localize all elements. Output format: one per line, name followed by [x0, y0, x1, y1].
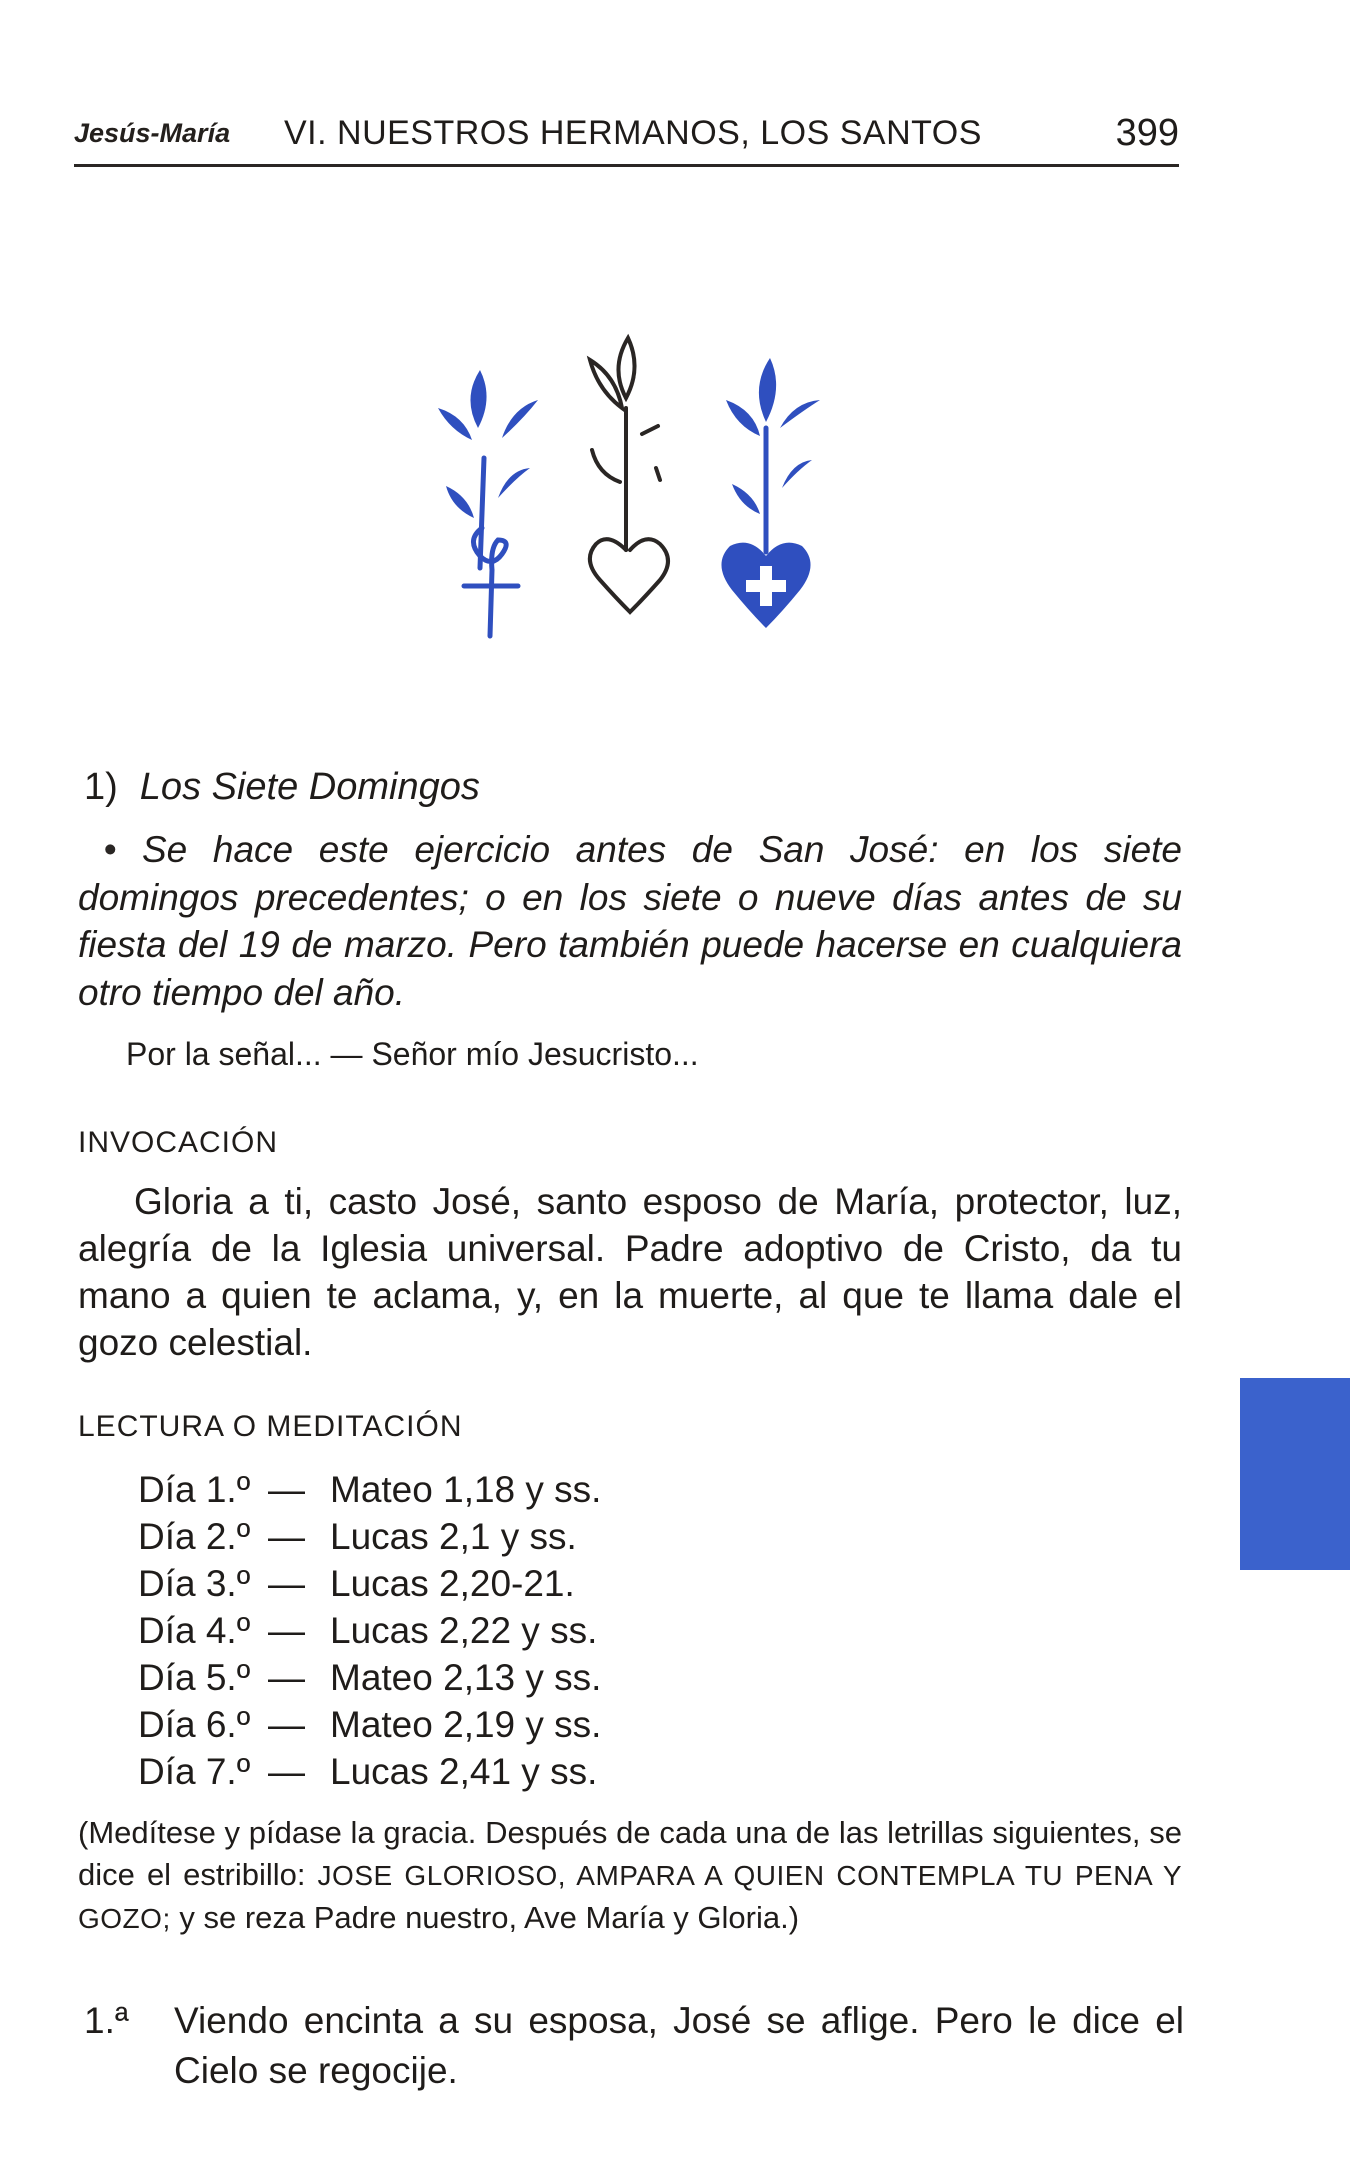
- reading-list: [138, 1466, 601, 1795]
- reading-item: [138, 1513, 601, 1560]
- reading-dash: —: [268, 1469, 305, 1510]
- rubric-part1: (Medítese y pídase la gracia. Después de cada una de las letrillas siguientes, se dice el estribillo:: [78, 1815, 1182, 1892]
- section-heading: [84, 766, 480, 809]
- rubric-part2: y se reza Padre nuestro, Ave María y Gloria.): [170, 1900, 800, 1935]
- thumb-index-tab: [1240, 1378, 1350, 1570]
- reading-day: Día 5.º: [138, 1657, 251, 1698]
- section-number: 1): [84, 766, 118, 808]
- opening-prayers: Por la señal... — Señor mío Jesucristo...: [126, 1036, 699, 1072]
- reading-item: [138, 1466, 601, 1513]
- rubric-note: [78, 1812, 1182, 1940]
- intro-paragraph: [78, 826, 1182, 1016]
- reading-ref: Lucas 2,22 y ss.: [330, 1610, 598, 1651]
- reading-item: [138, 1607, 601, 1654]
- invocation-text: Gloria a ti, casto José, santo esposo de María, protector, luz, alegría de la Iglesia universal. Padre adoptivo de Cristo, da tu mano a quien te aclama, y, en la muerte, al que te llama dale el gozo celestial.: [78, 1181, 1182, 1363]
- verse-number: 1.ª: [84, 2000, 129, 2041]
- reading-item: [138, 1560, 601, 1607]
- reading-day: Día 4.º: [138, 1610, 251, 1651]
- page-number: 399: [1115, 112, 1179, 154]
- reading-ref: Lucas 2,41 y ss.: [330, 1751, 598, 1792]
- reading-dash: —: [268, 1563, 305, 1604]
- chapter-title: VI. NUESTROS HERMANOS, LOS SANTOS: [284, 114, 982, 152]
- section-title: Los Siete Domingos: [139, 766, 480, 808]
- invocation-label: INVOCACIÓN: [78, 1126, 279, 1159]
- reading-dash: —: [268, 1704, 305, 1745]
- reading-item: [138, 1701, 601, 1748]
- verse-text: Viendo encinta a su esposa, José se aflige. Pero le dice el Cielo se regocije.: [174, 2000, 1184, 2091]
- reading-day: Día 1.º: [138, 1469, 251, 1510]
- reading-ref: Lucas 2,20-21.: [330, 1563, 575, 1604]
- three-plants-with-hearts-icon: [420, 318, 840, 648]
- reading-item: [138, 1654, 601, 1701]
- reading-dash: —: [268, 1516, 305, 1557]
- reading-day: Día 6.º: [138, 1704, 251, 1745]
- reading-ref: Lucas 2,1 y ss.: [330, 1516, 577, 1557]
- reading-day: Día 7.º: [138, 1751, 251, 1792]
- reading-dash: —: [268, 1751, 305, 1792]
- reading-ref: Mateo 2,19 y ss.: [330, 1704, 602, 1745]
- reading-ref: Mateo 2,13 y ss.: [330, 1657, 602, 1698]
- reading-item: [138, 1748, 601, 1795]
- rubric-refrain: JOSE GLORIOSO, AMPARA A QUIEN CONTEMPLA TU PENA Y GOZO;: [78, 1860, 1182, 1934]
- running-header: [74, 112, 1179, 167]
- reading-day: Día 3.º: [138, 1563, 251, 1604]
- running-left-label: Jesús-María: [74, 118, 231, 148]
- bullet-icon: •: [103, 829, 117, 870]
- reading-ref: Mateo 1,18 y ss.: [330, 1469, 602, 1510]
- reading-day: Día 2.º: [138, 1516, 251, 1557]
- intro-text: Se hace este ejercicio antes de San José: en los siete domingos precedentes; o en los siete o nueve días antes de su fiesta del 19 de marzo. Pero también puede hacerse en cualquiera otro tiempo del año.: [78, 829, 1182, 1013]
- reading-label: LECTURA O MEDITACIÓN: [78, 1410, 463, 1443]
- reading-dash: —: [268, 1610, 305, 1651]
- reading-dash: —: [268, 1657, 305, 1698]
